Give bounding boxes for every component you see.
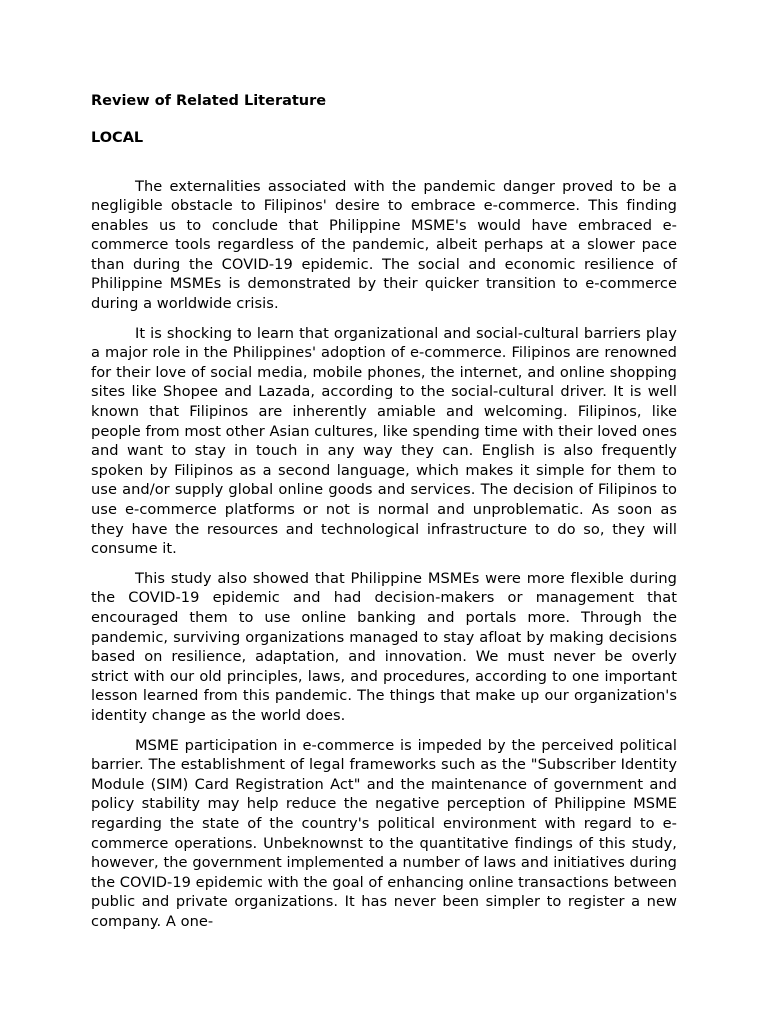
document-title: Review of Related Literature (91, 93, 327, 109)
paragraph: MSME participation in e-commerce is impeded by the perceived political barrier. The establishment of legal frameworks such as the "Subscriber Identity Module (SIM) Card Registration Act" and the maintenance of government and policy stability may help reduce the negative perception of Philippine MSME regarding the state of the country's political environment with regard to e-commerce operations. Unbeknownst to the quantitative findings of this study, however, the government implemented a number of laws and initiatives during the COVID-19 epidemic with the goal of enhancing online transactions between public and private organizations. It has never been simpler to register a new company. A one- (91, 736, 677, 930)
document-body (91, 177, 677, 942)
paragraph: This study also showed that Philippine MSMEs were more flexible during the COVID-19 epidemic and had decision-makers or management that encouraged them to use online banking and portals more. Through the pandemic, surviving organizations managed to stay afloat by making decisions based on resilience, adaptation, and innovation. We must never be overly strict with our old principles, laws, and procedures, according to one important lesson learned from this pandemic. The things that make up our organization's identity change as the world does. (91, 569, 677, 724)
paragraph: It is shocking to learn that organizational and social-cultural barriers play a major role in the Philippines' adoption of e-commerce. Filipinos are renowned for their love of social media, mobile phones, the internet, and online shopping sites like Shopee and Lazada, according to the social-cultural driver. It is well known that Filipinos are inherently amiable and welcoming. Filipinos, like people from most other Asian cultures, like spending time with their loved ones and want to stay in touch in any way they can. English is also frequently spoken by Filipinos as a second language, which makes it simple for them to use and/or supply global online goods and services. The decision of Filipinos to use e-commerce platforms or not is normal and unproblematic. As soon as they have the resources and technological infrastructure to do so, they will consume it. (91, 324, 677, 558)
paragraph: The externalities associated with the pandemic danger proved to be a negligible obstacle to Filipinos' desire to embrace e-commerce. This finding enables us to conclude that Philippine MSME's would have embraced e-commerce tools regardless of the pandemic, albeit perhaps at a slower pace than during the COVID-19 epidemic. The social and economic resilience of Philippine MSMEs is demonstrated by their quicker transition to e-commerce during a worldwide crisis. (91, 177, 677, 313)
section-heading: LOCAL (91, 130, 144, 146)
